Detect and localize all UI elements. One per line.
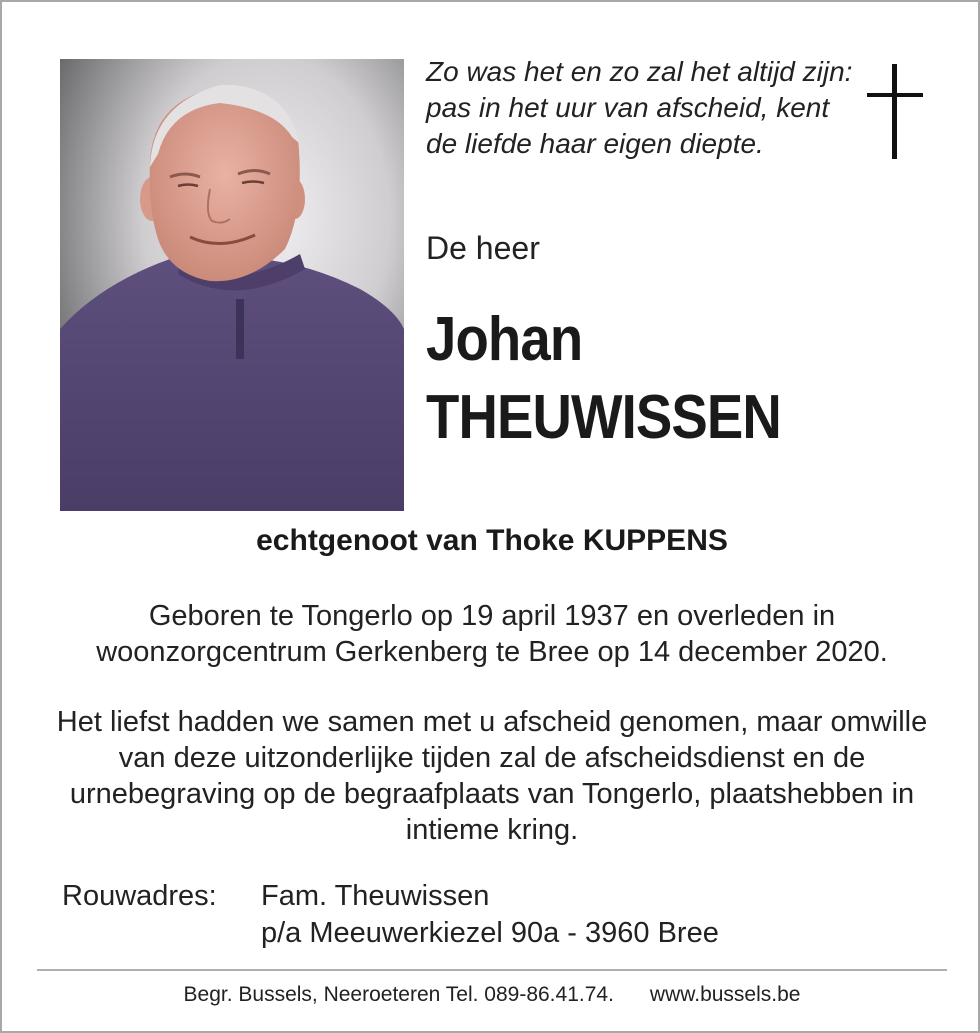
first-name: Johan	[426, 305, 583, 374]
footer	[2, 983, 980, 1007]
address-label: Rouwadres:	[62, 880, 217, 912]
spouse-line: echtgenoot van Thoke KUPPENS	[256, 524, 728, 557]
undertaker-info: Begr. Bussels, Neeroeteren Tel. 089-86.41.74.	[183, 983, 614, 1006]
memorial-quote: Zo was het en zo zal het altijd zijn: pas in het uur van afscheid, kent de liefde haar eigen diepte.	[426, 56, 853, 159]
website-link[interactable]: www.bussels.be	[649, 983, 801, 1006]
portrait-image	[60, 59, 404, 511]
address-line-1: Fam. Theuwissen	[261, 880, 490, 912]
last-name: THEUWISSEN	[426, 383, 781, 452]
footer-divider	[37, 969, 947, 971]
cross-icon	[867, 64, 923, 159]
portrait-photo	[60, 59, 404, 511]
birth-death-text: Geboren te Tongerlo op 19 april 1937 en overleden in woonzorgcentrum Gerkenberg te Bree op 14 december 2020.	[96, 600, 888, 668]
ceremony-text: Het liefst hadden we samen met u afscheid genomen, maar omwille van deze uitzonderlijke tijden zal de afscheidsdienst en de urnebegraving op de begraafplaats van Tongerlo, plaatshebben in intieme kring.	[56, 706, 928, 846]
honorific-title: De heer	[426, 230, 540, 266]
address-line-2: p/a Meeuwerkiezel 90a - 3960 Bree	[261, 917, 719, 949]
